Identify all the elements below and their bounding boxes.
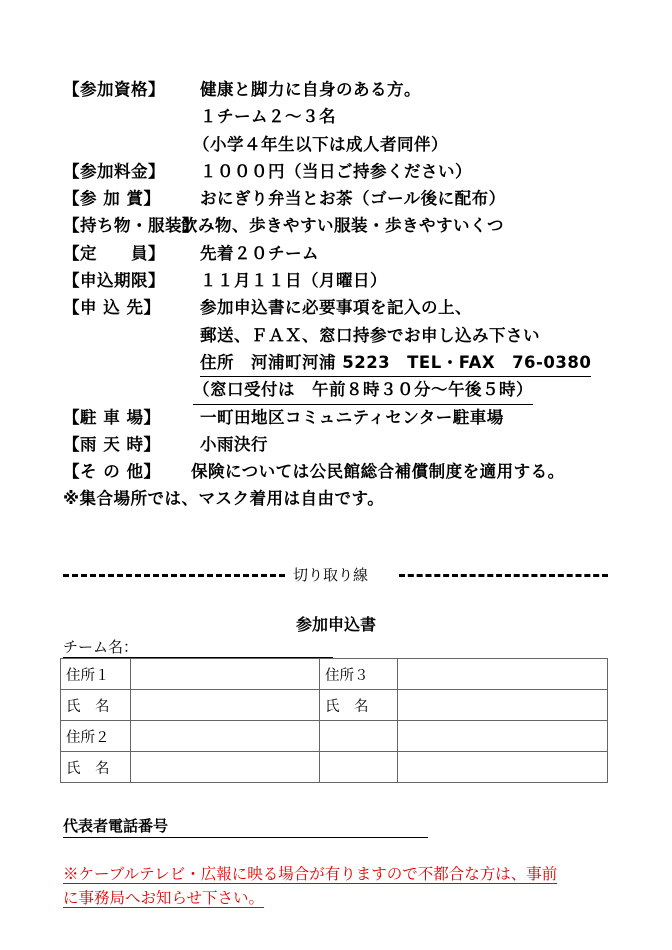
name3-label: 氏 名 bbox=[320, 690, 398, 721]
empty-label-cell bbox=[320, 752, 398, 783]
event-info-section bbox=[63, 76, 643, 513]
deadline-row bbox=[63, 267, 643, 294]
other-row bbox=[63, 458, 643, 485]
qualification-label: 【参加資格】 bbox=[63, 80, 165, 99]
fee-row bbox=[63, 158, 643, 185]
cut-line bbox=[63, 562, 608, 588]
apply-row-2 bbox=[63, 322, 643, 349]
cut-line-label: 切り取り線 bbox=[293, 566, 369, 584]
address3-input[interactable] bbox=[398, 659, 608, 690]
rain-label: 【雨 天 時】 bbox=[63, 434, 161, 454]
mask-note-row bbox=[63, 485, 643, 512]
application-form-table bbox=[60, 658, 608, 783]
table-row bbox=[61, 690, 608, 721]
apply-value-2: 郵送、ＦＡＸ、窓口持参でお申し込み下さい bbox=[200, 325, 540, 345]
team-name-field[interactable]: チーム名： bbox=[63, 637, 333, 658]
rain-value: 小雨決行 bbox=[200, 434, 268, 454]
apply-label: 【申 込 先】 bbox=[63, 298, 161, 318]
address1-label: 住所１ bbox=[61, 659, 131, 690]
table-row bbox=[61, 659, 608, 690]
deadline-label: 【申込期限】 bbox=[63, 271, 165, 291]
apply-address: 住所 河浦町河浦 5223 TEL・FAX 76-0380 bbox=[200, 349, 591, 377]
address1-input[interactable] bbox=[131, 659, 320, 690]
prize-value: おにぎり弁当とお茶（ゴール後に配布） bbox=[200, 189, 506, 209]
name2-input[interactable] bbox=[131, 752, 320, 783]
apply-value-1: 参加申込書に必要事項を記入の上、 bbox=[200, 298, 472, 318]
name2-label: 氏 名 bbox=[61, 752, 131, 783]
address3-label: 住所３ bbox=[320, 659, 398, 690]
child-note-value: （小学４年生以下は成人者同伴） bbox=[193, 134, 448, 154]
items-value: 飲み物、歩きやすい服装・歩きやすいくつ bbox=[181, 216, 504, 236]
empty-label-cell bbox=[320, 721, 398, 752]
empty-input-cell bbox=[398, 752, 608, 783]
other-label: 【そ の 他】 bbox=[63, 462, 161, 482]
media-warning bbox=[63, 862, 613, 910]
team-size-value: １チーム２～３名 bbox=[200, 107, 336, 127]
qualification-value: 健康と脚力に自身のある方。 bbox=[200, 80, 421, 99]
parking-label: 【駐 車 場】 bbox=[63, 407, 161, 427]
prize-label: 【参 加 賞】 bbox=[63, 189, 161, 209]
apply-address-row bbox=[63, 349, 643, 376]
cut-line-dashes-right bbox=[399, 574, 608, 577]
table-row bbox=[61, 721, 608, 752]
address2-input[interactable] bbox=[131, 721, 320, 752]
fee-label: 【参加料金】 bbox=[63, 161, 165, 181]
form-title: 参加申込書 bbox=[295, 615, 376, 634]
capacity-value: 先着２０チーム bbox=[200, 243, 319, 263]
apply-hours: （窓口受付は 午前８時３０分～午後５時） bbox=[193, 376, 533, 404]
address2-label: 住所２ bbox=[61, 721, 131, 752]
deadline-value: １１月１１日（月曜日） bbox=[200, 271, 387, 291]
items-label: 【持ち物・服装】 bbox=[63, 216, 199, 236]
fee-value: １０００円（当日ご持参ください） bbox=[200, 161, 472, 181]
items-row bbox=[63, 212, 643, 239]
empty-input-cell bbox=[398, 721, 608, 752]
media-warning-line1: ※ケーブルテレビ・広報に映る場合が有りますので不都合な方は、事前 bbox=[63, 865, 558, 883]
table-row bbox=[61, 752, 608, 783]
media-warning-line2: に事務局へお知らせ下さい。 bbox=[63, 889, 265, 907]
apply-hours-row bbox=[63, 376, 643, 403]
capacity-row bbox=[63, 240, 643, 267]
team-size-row bbox=[63, 103, 643, 130]
qualification-row bbox=[63, 76, 643, 103]
prize-row bbox=[63, 185, 643, 212]
name3-input[interactable] bbox=[398, 690, 608, 721]
capacity-label: 【定 員】 bbox=[63, 243, 165, 263]
apply-row bbox=[63, 294, 643, 321]
cut-line-dashes-left bbox=[63, 574, 285, 577]
parking-value: 一町田地区コミュニティセンター駐車場 bbox=[200, 407, 504, 427]
representative-phone-field[interactable]: 代表者電話番号 bbox=[63, 815, 428, 838]
other-value: 保険については公民館総合補償制度を適用する。 bbox=[191, 462, 565, 482]
rain-row bbox=[63, 431, 643, 458]
child-note-row bbox=[63, 131, 643, 158]
mask-note: ※集合場所では、マスク着用は自由です。 bbox=[63, 489, 385, 509]
name1-label: 氏 名 bbox=[61, 690, 131, 721]
name1-input[interactable] bbox=[131, 690, 320, 721]
parking-row bbox=[63, 404, 643, 431]
